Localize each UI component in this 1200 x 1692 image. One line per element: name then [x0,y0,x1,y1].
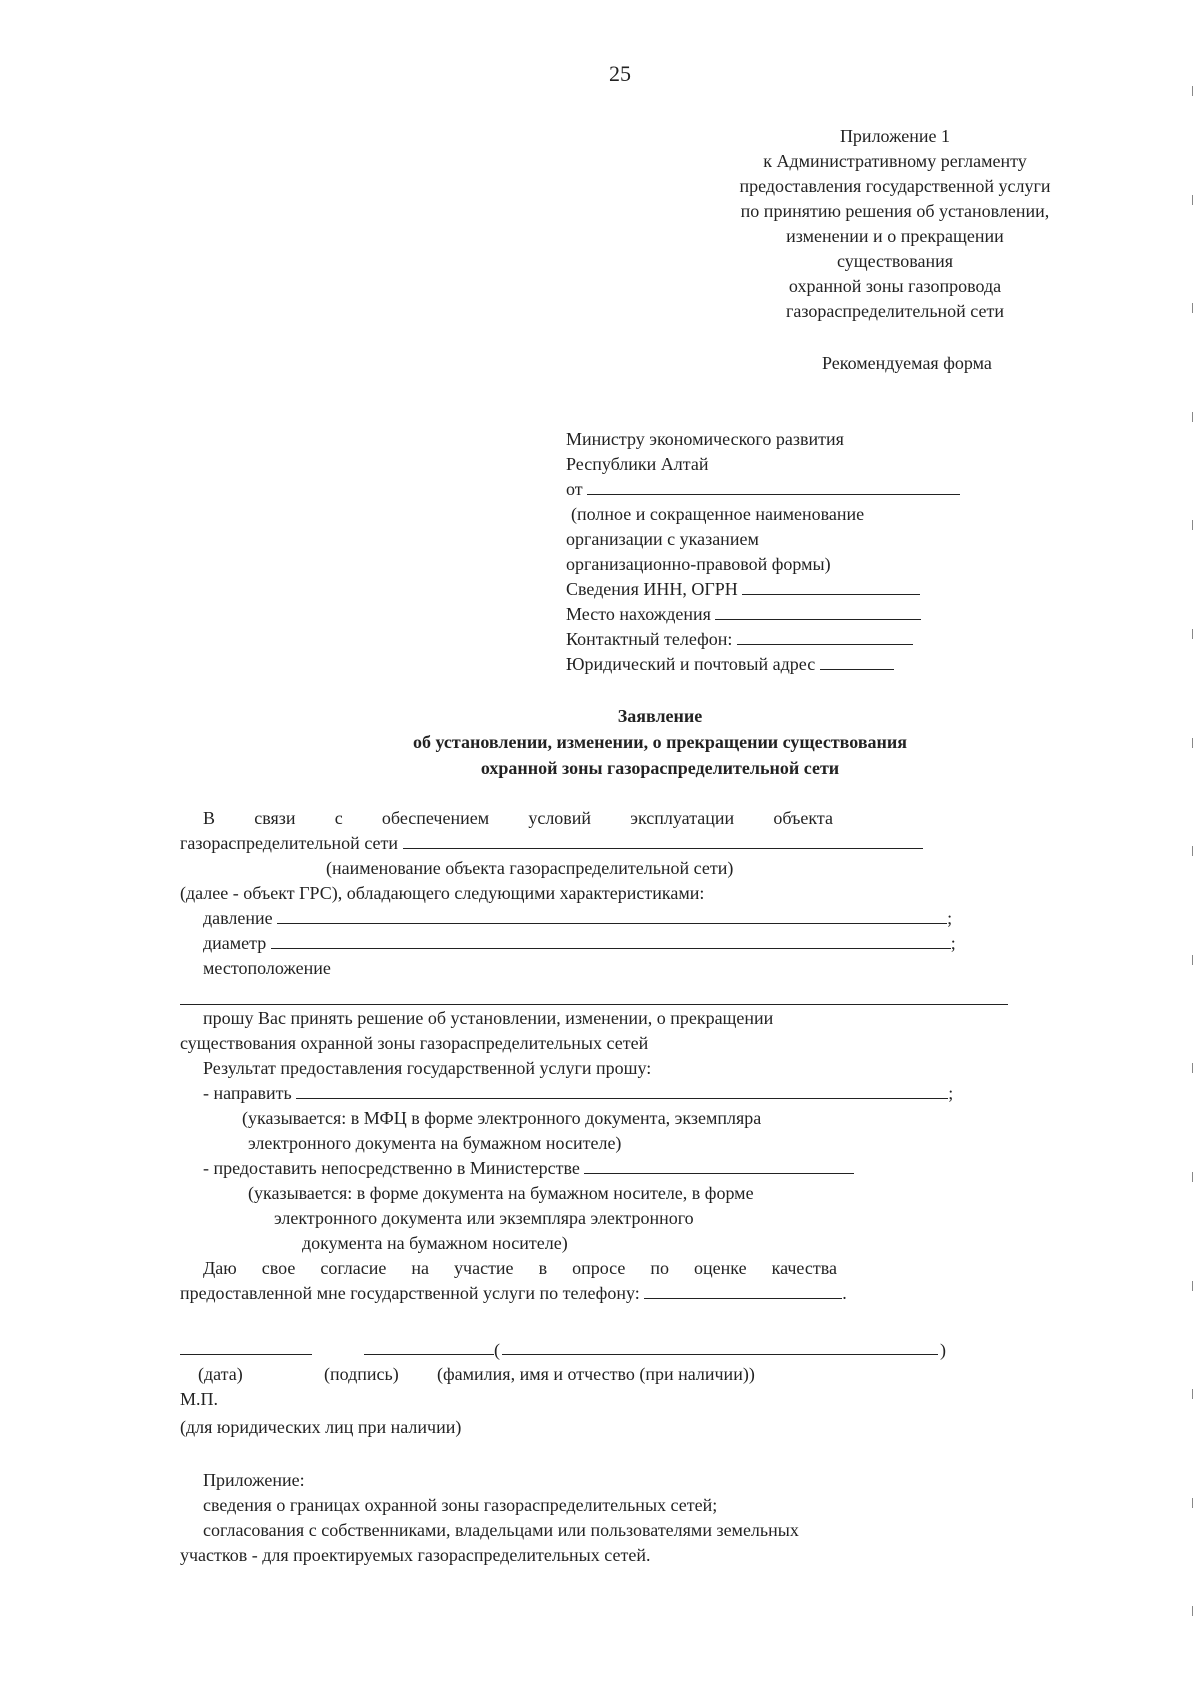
characteristics-text: (далее - объект ГРС), обладающего следующими характеристиками: [180,883,705,903]
addressee-line-1: Министру экономического развития [566,429,844,449]
intro-word: объекта [773,808,833,828]
provide-note-1: (указывается: в форме документа на бумажном носителе, в форме [248,1183,754,1203]
consent-text: предоставленной мне государственной услуги по телефону: [180,1283,640,1303]
intro-word: с [334,808,343,828]
scan-mark [1192,86,1193,96]
send-label: - направить [203,1083,292,1103]
name-close-paren: ) [940,1340,946,1360]
consent-word: Даю [203,1258,237,1278]
scan-mark [1192,1498,1193,1508]
address-label: Юридический и почтовый адрес [566,654,816,674]
send-note-1: (указывается: в МФЦ в форме электронного документа, экземпляра [242,1108,762,1128]
object-row [180,831,923,855]
consent-word: опросе [572,1258,626,1278]
inn-row [566,577,920,601]
location-field[interactable] [715,603,921,620]
appendix-line-8: газораспределительной сети [785,301,1004,321]
appendix-line-5: изменении и о прекращении [786,226,1004,246]
scan-mark [1192,955,1193,965]
page-number: 25 [609,61,631,86]
attachment-item-3: участков - для проектируемых газораспределительных сетей. [180,1545,651,1565]
from-note-2: организации с указанием [566,529,759,549]
diameter-row [203,931,956,955]
scan-mark [1192,1063,1193,1073]
consent-word: согласие [320,1258,387,1278]
object-label: газораспределительной сети [180,833,399,853]
consent-word: качества [771,1258,837,1278]
address-row [566,652,894,676]
date-caption: (дата) [198,1364,243,1384]
intro-word: условий [528,808,592,828]
date-field[interactable] [180,1338,312,1355]
title-line-3: охранной зоны газораспределительной сети [480,758,840,778]
signature-field[interactable] [364,1338,494,1355]
send-field[interactable] [296,1082,948,1099]
intro-line [203,806,833,830]
scan-mark [1192,738,1193,748]
intro-word: связи [254,808,296,828]
diameter-field[interactable] [271,932,951,949]
appendix-line-6: существования [836,251,954,271]
consent-word: участие [454,1258,514,1278]
intro-word: обеспечением [381,808,490,828]
consent-row-2 [180,1281,847,1305]
request-line-1: прошу Вас принять решение об установлении, изменении, о прекращении [203,1008,774,1028]
pressure-row [203,906,952,930]
from-note-3: организационно-правовой формы) [566,554,831,574]
pressure-semicolon: ; [947,908,953,928]
scan-mark [1192,412,1193,422]
consent-period: . [842,1283,847,1303]
addressee-line-2: Республики Алтай [566,454,709,474]
full-name-caption: (фамилия, имя и отчество (при наличии)) [437,1364,755,1384]
appendix-line-7: охранной зоны газопровода [788,276,1002,296]
from-label: от [566,479,583,499]
provide-note-3: документа на бумажном носителе) [302,1233,568,1253]
inn-field[interactable] [742,578,920,595]
provide-row [203,1156,854,1180]
diameter-label: диаметр [203,933,267,953]
consent-word: оценке [694,1258,747,1278]
scan-mark [1192,520,1193,530]
address-field[interactable] [820,653,894,670]
stamp-note: (для юридических лиц при наличии) [180,1417,462,1437]
appendix-line-3: предоставления государственной услуги [739,176,1051,196]
intro-word: В [203,808,216,828]
result-text: Результат предоставления государственной услуги прошу: [203,1058,652,1078]
provide-field[interactable] [584,1157,854,1174]
from-row [566,477,960,501]
scan-mark [1192,1172,1193,1182]
location-label-body: местоположение [203,958,331,978]
provide-note-2: электронного документа или экземпляра электронного [274,1208,694,1228]
full-name-field[interactable] [502,1338,938,1355]
object-note: (наименование объекта газораспределительной сети) [326,858,734,878]
from-field[interactable] [587,478,960,495]
provide-label: - предоставить непосредственно в Министерстве [203,1158,580,1178]
diameter-semicolon: ; [950,933,956,953]
send-note-2: электронного документа на бумажном носителе) [248,1133,622,1153]
send-row [203,1081,953,1105]
consent-phone-field[interactable] [644,1282,842,1299]
pressure-label: давление [203,908,273,928]
scan-mark [1192,1389,1193,1399]
appendix-line-2: к Административному регламенту [763,151,1027,171]
appendix-line-4: по принятию решения об установлении, [740,201,1050,221]
consent-word: в [538,1258,548,1278]
intro-word: эксплуатации [630,808,735,828]
attachments-title: Приложение: [203,1470,305,1490]
pressure-field[interactable] [277,907,947,924]
location-row [566,602,921,626]
location-label: Место нахождения [566,604,711,624]
title-line-2: об установлении, изменении, о прекращении существования [412,732,908,752]
form-note: Рекомендуемая форма [822,353,992,373]
consent-word: по [650,1258,670,1278]
stamp-label: М.П. [180,1389,219,1409]
scan-mark [1192,1281,1193,1291]
inn-label: Сведения ИНН, ОГРН [566,579,738,599]
consent-line [203,1256,837,1280]
scan-mark [1192,1606,1193,1616]
phone-row [566,627,913,651]
title-line-1: Заявление [617,706,703,726]
scan-mark [1192,303,1193,313]
phone-label: Контактный телефон: [566,629,733,649]
location-field-body[interactable] [180,981,1008,1005]
name-open-paren: ( [494,1340,500,1360]
appendix-line-1: Приложение 1 [839,126,951,146]
scan-mark [1192,846,1193,856]
phone-field[interactable] [737,628,913,645]
attachment-item-2: согласования с собственниками, владельцами или пользователями земельных [203,1520,799,1540]
scan-mark [1192,195,1193,205]
signature-caption: (подпись) [324,1364,399,1384]
from-note-1: (полное и сокращенное наименование [571,504,865,524]
request-line-2: существования охранной зоны газораспределительных сетей [180,1033,649,1053]
consent-word: свое [261,1258,296,1278]
object-field[interactable] [403,832,923,849]
scan-mark [1192,629,1193,639]
consent-word: на [411,1258,430,1278]
attachment-item-1: сведения о границах охранной зоны газораспределительных сетей; [203,1495,718,1515]
send-semicolon: ; [948,1083,954,1103]
